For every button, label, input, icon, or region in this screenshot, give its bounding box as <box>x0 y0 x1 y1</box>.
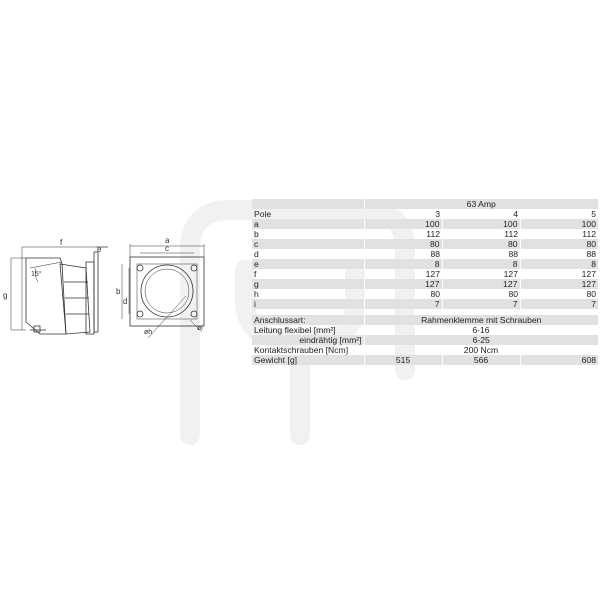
pole-4: 4 <box>513 209 518 219</box>
table-row <box>252 209 598 219</box>
cell-value: 80 <box>430 289 440 299</box>
row-label: c <box>252 239 364 249</box>
dim-label-i: øi <box>197 325 203 332</box>
table-row <box>252 345 598 355</box>
dim-label-b: b <box>116 287 121 296</box>
cell-value: 80 <box>364 239 442 249</box>
side-view <box>11 247 108 334</box>
row-label: i <box>252 299 364 309</box>
dim-label-a: a <box>165 236 170 245</box>
cell-value: 127 <box>442 279 520 289</box>
dim-label-d: d <box>123 297 128 306</box>
dim-label-e: e <box>97 245 102 254</box>
row-label: b <box>254 229 259 239</box>
cell-value: 88 <box>430 249 440 259</box>
spec-table <box>252 199 598 365</box>
row-label: Gewicht [g] <box>252 355 364 365</box>
row-label: Pole <box>254 209 272 219</box>
cell-value: 7 <box>364 299 442 309</box>
table-row <box>252 289 598 299</box>
table-row <box>252 219 598 229</box>
cell-value: 112 <box>504 229 518 239</box>
cell-value: 8 <box>364 259 442 269</box>
table-row <box>252 269 598 279</box>
cell-value: 6-25 <box>364 335 598 345</box>
cell-value: 80 <box>442 239 520 249</box>
cell-value: 80 <box>508 289 518 299</box>
table-row <box>252 279 598 289</box>
angle-label: 15° <box>31 271 42 278</box>
dim-label-f: f <box>60 238 63 247</box>
cell-value: 88 <box>586 249 596 259</box>
cell-value: 112 <box>582 229 596 239</box>
technical-drawing <box>0 0 250 600</box>
cell-value: 100 <box>442 219 520 229</box>
row-label: Kontaktschrauben [Ncm] <box>254 345 349 355</box>
front-view <box>122 244 204 338</box>
cell-value: 127 <box>425 269 440 279</box>
cell-value: 127 <box>364 279 442 289</box>
table-row <box>252 249 598 259</box>
pole-3: 3 <box>435 209 440 219</box>
row-label: e <box>252 259 364 269</box>
row-label: d <box>254 249 259 259</box>
table-row <box>252 239 598 249</box>
cell-value: 100 <box>364 219 442 229</box>
row-label: Anschlussart: <box>252 315 364 325</box>
cell-value: 6-16 <box>472 325 490 335</box>
dim-label-g: g <box>3 291 8 300</box>
dim-label-c: c <box>165 244 169 253</box>
cell-value: 127 <box>520 279 598 289</box>
pole-5: 5 <box>591 209 596 219</box>
table-row <box>252 229 598 239</box>
cell-value: 7 <box>520 299 598 309</box>
cell-value: Rahmenklemme mit Schrauben <box>364 315 598 325</box>
cell-value: 88 <box>508 249 518 259</box>
table-row <box>252 315 598 325</box>
cell-value: 80 <box>586 289 596 299</box>
amp-header: 63 Amp <box>364 199 598 209</box>
cell-value: 608 <box>520 355 598 365</box>
row-label: eindrähtig [mm²] <box>252 335 364 345</box>
cell-value: 7 <box>442 299 520 309</box>
dim-label-h: øh <box>144 329 153 336</box>
cell-value: 127 <box>581 269 596 279</box>
cell-value: 8 <box>520 259 598 269</box>
row-label: Leitung flexibel [mm²] <box>254 325 336 335</box>
row-label: h <box>254 289 259 299</box>
row-label: a <box>252 219 364 229</box>
row-label: f <box>254 269 257 279</box>
table-row <box>252 299 598 309</box>
cell-value: 566 <box>442 355 520 365</box>
cell-value: 8 <box>442 259 520 269</box>
table-row <box>252 325 598 335</box>
cell-value: 515 <box>364 355 442 365</box>
cell-value: 112 <box>426 229 440 239</box>
cell-value: 127 <box>503 269 518 279</box>
table-row <box>252 259 598 269</box>
table-row <box>252 335 598 345</box>
cell-value: 100 <box>520 219 598 229</box>
cell-value: 200 Ncm <box>463 345 499 355</box>
table-row <box>252 355 598 365</box>
row-label: g <box>252 279 364 289</box>
table-row <box>252 199 598 209</box>
cell-value: 80 <box>520 239 598 249</box>
